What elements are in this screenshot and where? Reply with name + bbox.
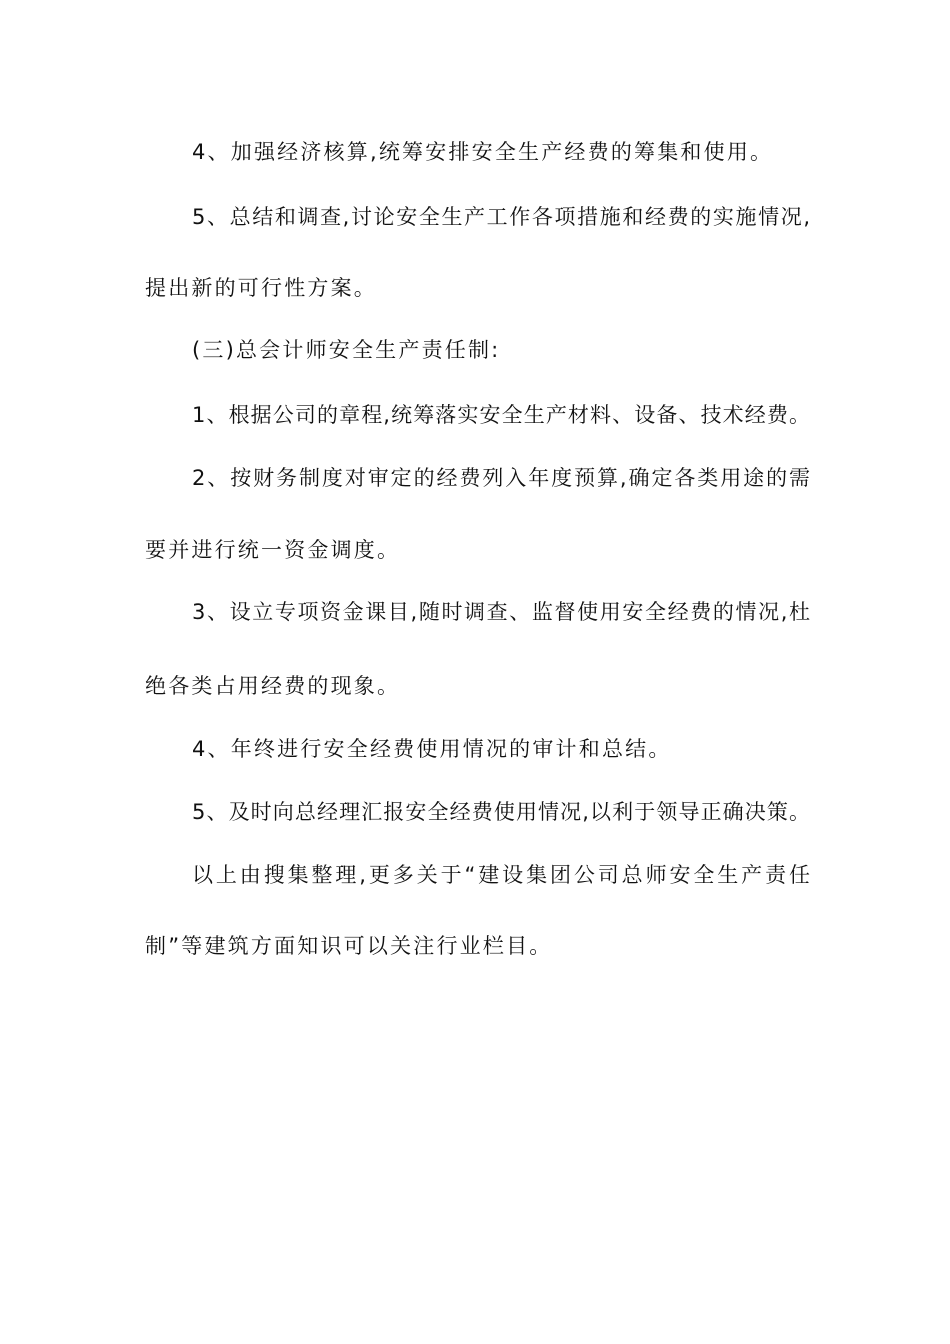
paragraph-line: 以上由搜集整理,更多关于“建设集团公司总师安全生产责任: [192, 863, 810, 887]
paragraph-line: 5、及时向总经理汇报安全经费使用情况,以利于领导正确决策。: [192, 800, 810, 824]
paragraph-line: 2、按财务制度对审定的经费列入年度预算,确定各类用途的需: [192, 466, 810, 490]
section-heading: (三)总会计师安全生产责任制:: [192, 338, 501, 362]
paragraph-line: 要并进行统一资金调度。: [145, 538, 401, 562]
paragraph-line: 5、总结和调查,讨论安全生产工作各项措施和经费的实施情况,: [192, 205, 810, 229]
paragraph-line: 3、设立专项资金课目,随时调查、监督使用安全经费的情况,杜: [192, 600, 810, 624]
paragraph-line: 提出新的可行性方案。: [145, 276, 377, 300]
paragraph-line: 4、加强经济核算,统筹安排安全生产经费的筹集和使用。: [192, 140, 774, 164]
paragraph-line: 4、年终进行安全经费使用情况的审计和总结。: [192, 737, 672, 761]
paragraph-line: 制”等建筑方面知识可以关注行业栏目。: [145, 934, 553, 958]
paragraph-line: 1、根据公司的章程,统筹落实安全生产材料、设备、技术经费。: [192, 403, 810, 427]
paragraph-line: 绝各类占用经费的现象。: [145, 674, 401, 698]
